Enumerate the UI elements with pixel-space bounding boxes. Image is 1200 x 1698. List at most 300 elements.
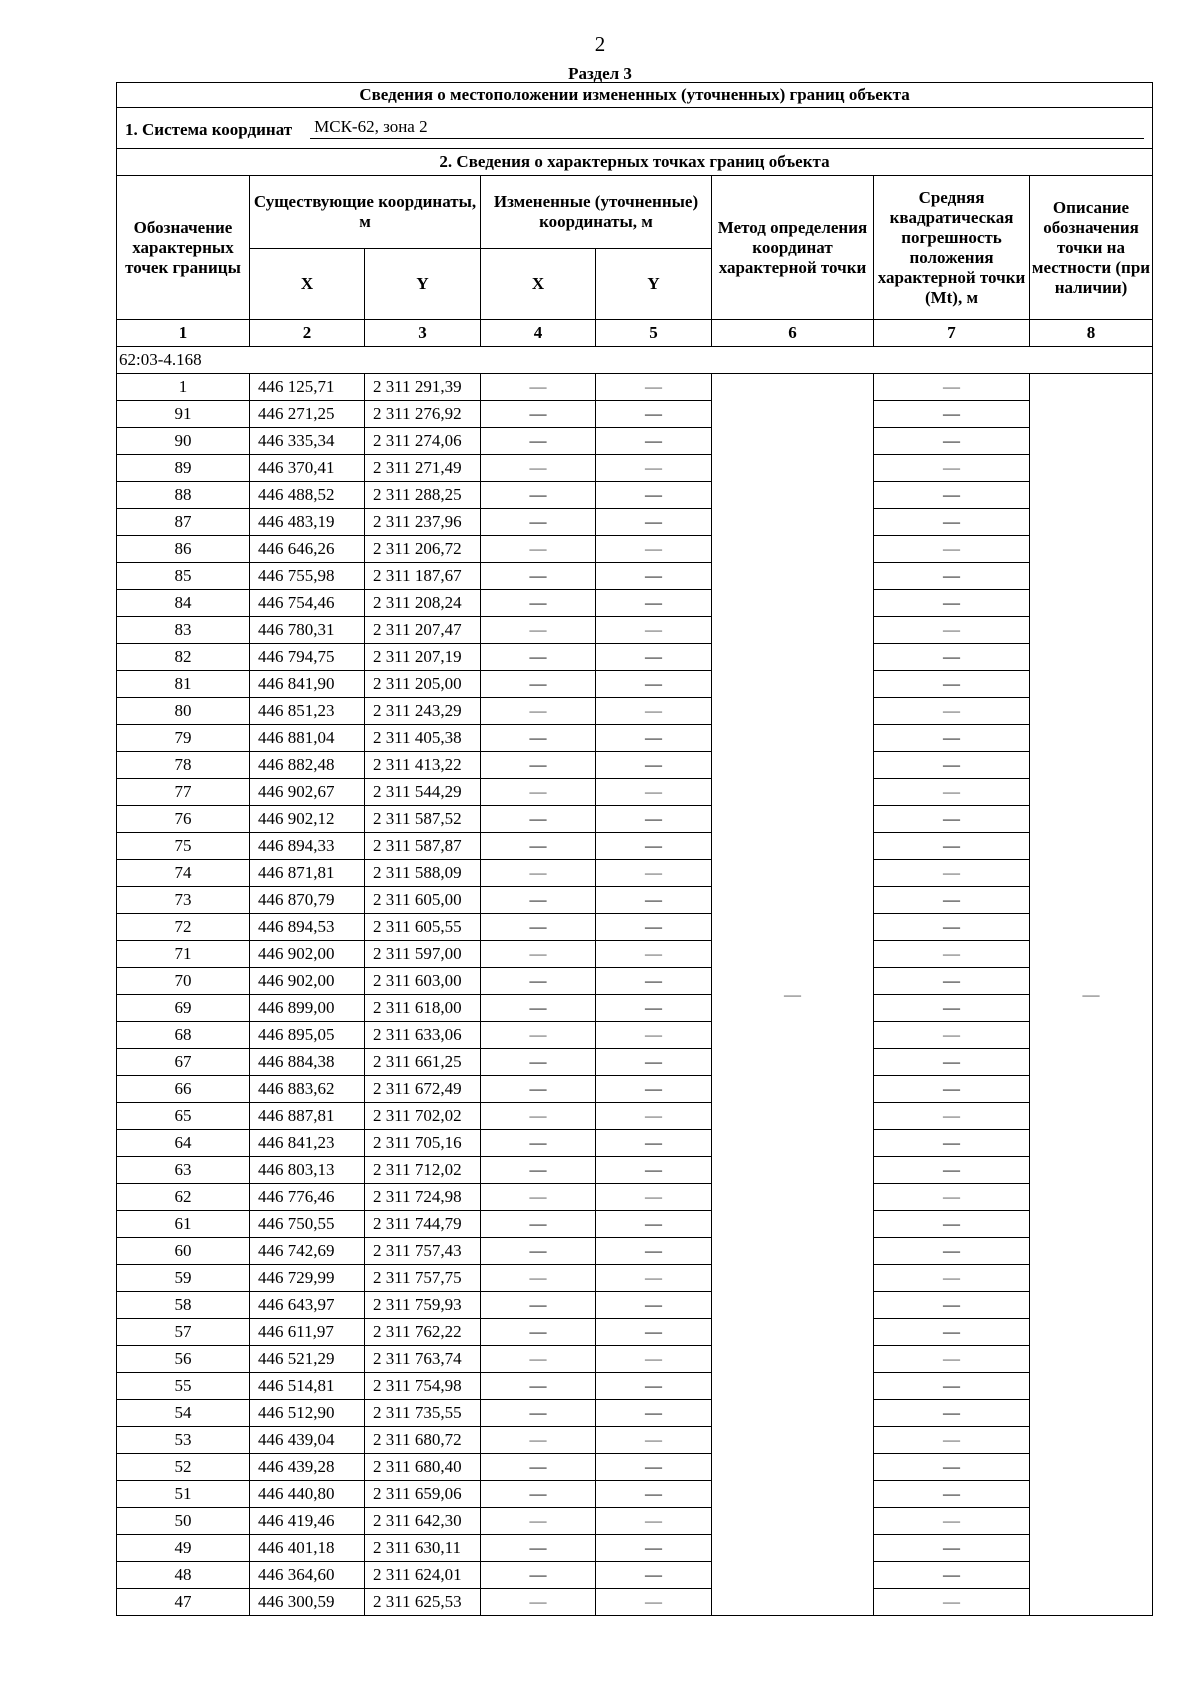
point-number: 82 xyxy=(117,644,250,671)
table-row xyxy=(117,1076,1153,1103)
table-row xyxy=(117,1427,1153,1454)
changed-y-dash: — xyxy=(596,1265,712,1292)
coordinate-system-row xyxy=(117,108,1153,149)
existing-x-value: 446 643,97 xyxy=(250,1292,365,1319)
changed-y-dash: — xyxy=(596,1103,712,1130)
point-number: 88 xyxy=(117,482,250,509)
header-changed-coordinates: Измененные (уточненные) координаты, м xyxy=(481,176,712,249)
changed-x-dash: — xyxy=(481,1427,596,1454)
changed-y-dash: — xyxy=(596,563,712,590)
changed-x-dash: — xyxy=(481,1184,596,1211)
table-row xyxy=(117,941,1153,968)
existing-x-value: 446 871,81 xyxy=(250,860,365,887)
existing-x-value: 446 899,00 xyxy=(250,995,365,1022)
section-title: Раздел 3 xyxy=(568,64,632,83)
table-row xyxy=(117,536,1153,563)
changed-y-dash: — xyxy=(596,1373,712,1400)
existing-y-value: 2 311 763,74 xyxy=(365,1346,481,1373)
point-number: 77 xyxy=(117,779,250,806)
error-dash: — xyxy=(874,428,1030,455)
changed-y-dash: — xyxy=(596,914,712,941)
changed-y-dash: — xyxy=(596,941,712,968)
changed-x-dash: — xyxy=(481,1211,596,1238)
existing-x-value: 446 841,23 xyxy=(250,1130,365,1157)
existing-x-value: 446 882,48 xyxy=(250,752,365,779)
changed-y-dash: — xyxy=(596,698,712,725)
boundary-points-table xyxy=(116,82,1153,1616)
changed-x-dash: — xyxy=(481,752,596,779)
existing-y-value: 2 311 625,53 xyxy=(365,1589,481,1616)
page-number: 2 xyxy=(594,32,606,56)
changed-x-dash: — xyxy=(481,1454,596,1481)
existing-x-value: 446 440,80 xyxy=(250,1481,365,1508)
point-number: 55 xyxy=(117,1373,250,1400)
changed-x-dash: — xyxy=(481,671,596,698)
changed-x-dash: — xyxy=(481,1589,596,1616)
error-dash: — xyxy=(874,887,1030,914)
existing-y-value: 2 311 243,29 xyxy=(365,698,481,725)
table-row xyxy=(117,1562,1153,1589)
table-row xyxy=(117,1211,1153,1238)
point-number: 83 xyxy=(117,617,250,644)
existing-y-value: 2 311 271,49 xyxy=(365,455,481,482)
existing-x-value: 446 364,60 xyxy=(250,1562,365,1589)
points-title: 2. Сведения о характерных точках границ объекта xyxy=(117,149,1153,176)
existing-y-value: 2 311 633,06 xyxy=(365,1022,481,1049)
point-number: 91 xyxy=(117,401,250,428)
table-row xyxy=(117,1346,1153,1373)
changed-x-dash: — xyxy=(481,1049,596,1076)
changed-y-dash: — xyxy=(596,1346,712,1373)
changed-y-dash: — xyxy=(596,1400,712,1427)
existing-y-value: 2 311 206,72 xyxy=(365,536,481,563)
existing-x-value: 446 419,46 xyxy=(250,1508,365,1535)
error-dash: — xyxy=(874,1049,1030,1076)
existing-x-value: 446 902,67 xyxy=(250,779,365,806)
error-dash: — xyxy=(874,752,1030,779)
existing-y-value: 2 311 661,25 xyxy=(365,1049,481,1076)
table-row xyxy=(117,860,1153,887)
changed-y-dash: — xyxy=(596,725,712,752)
changed-y-dash: — xyxy=(596,1535,712,1562)
point-number: 57 xyxy=(117,1319,250,1346)
error-dash: — xyxy=(874,914,1030,941)
existing-x-value: 446 841,90 xyxy=(250,671,365,698)
existing-y-value: 2 311 207,47 xyxy=(365,617,481,644)
existing-x-value: 446 125,71 xyxy=(250,374,365,401)
existing-x-value: 446 335,34 xyxy=(250,428,365,455)
point-number: 86 xyxy=(117,536,250,563)
changed-y-dash: — xyxy=(596,590,712,617)
point-number: 65 xyxy=(117,1103,250,1130)
changed-x-dash: — xyxy=(481,914,596,941)
point-number: 61 xyxy=(117,1211,250,1238)
changed-x-dash: — xyxy=(481,455,596,482)
error-dash: — xyxy=(874,1454,1030,1481)
changed-x-dash: — xyxy=(481,401,596,428)
point-number: 71 xyxy=(117,941,250,968)
changed-y-dash: — xyxy=(596,1238,712,1265)
changed-x-dash: — xyxy=(481,1508,596,1535)
changed-x-dash: — xyxy=(481,1130,596,1157)
existing-y-value: 2 311 405,38 xyxy=(365,725,481,752)
header-changed-x: X xyxy=(481,249,596,320)
existing-y-value: 2 311 642,30 xyxy=(365,1508,481,1535)
point-number: 73 xyxy=(117,887,250,914)
changed-x-dash: — xyxy=(481,1373,596,1400)
error-dash: — xyxy=(874,1265,1030,1292)
changed-x-dash: — xyxy=(481,1157,596,1184)
changed-x-dash: — xyxy=(481,968,596,995)
changed-y-dash: — xyxy=(596,1454,712,1481)
existing-x-value: 446 794,75 xyxy=(250,644,365,671)
changed-x-dash: — xyxy=(481,1562,596,1589)
coordinate-system-label: 1. Система координат xyxy=(125,119,293,139)
error-dash: — xyxy=(874,1211,1030,1238)
existing-y-value: 2 311 587,87 xyxy=(365,833,481,860)
changed-x-dash: — xyxy=(481,806,596,833)
existing-y-value: 2 311 724,98 xyxy=(365,1184,481,1211)
existing-x-value: 446 512,90 xyxy=(250,1400,365,1427)
existing-x-value: 446 894,33 xyxy=(250,833,365,860)
description-dash: — xyxy=(1030,374,1153,1616)
changed-y-dash: — xyxy=(596,806,712,833)
existing-y-value: 2 311 205,00 xyxy=(365,671,481,698)
existing-y-value: 2 311 605,00 xyxy=(365,887,481,914)
point-number: 62 xyxy=(117,1184,250,1211)
changed-x-dash: — xyxy=(481,617,596,644)
existing-x-value: 446 370,41 xyxy=(250,455,365,482)
changed-y-dash: — xyxy=(596,1481,712,1508)
table-row xyxy=(117,968,1153,995)
existing-x-value: 446 401,18 xyxy=(250,1535,365,1562)
table-row xyxy=(117,482,1153,509)
coordinate-system-value: МСК-62, зона 2 xyxy=(310,118,1144,139)
existing-x-value: 446 902,12 xyxy=(250,806,365,833)
changed-x-dash: — xyxy=(481,698,596,725)
table-row xyxy=(117,563,1153,590)
existing-x-value: 446 755,98 xyxy=(250,563,365,590)
existing-x-value: 446 883,62 xyxy=(250,1076,365,1103)
point-number: 66 xyxy=(117,1076,250,1103)
changed-y-dash: — xyxy=(596,617,712,644)
existing-y-value: 2 311 603,00 xyxy=(365,968,481,995)
point-number: 75 xyxy=(117,833,250,860)
existing-x-value: 446 895,05 xyxy=(250,1022,365,1049)
error-dash: — xyxy=(874,644,1030,671)
table-row xyxy=(117,428,1153,455)
header-method: Метод определения координат характерной точки xyxy=(712,176,874,320)
point-number: 58 xyxy=(117,1292,250,1319)
existing-y-value: 2 311 237,96 xyxy=(365,509,481,536)
point-number: 69 xyxy=(117,995,250,1022)
error-dash: — xyxy=(874,482,1030,509)
existing-y-value: 2 311 712,02 xyxy=(365,1157,481,1184)
changed-x-dash: — xyxy=(481,1022,596,1049)
table-row xyxy=(117,1400,1153,1427)
point-number: 54 xyxy=(117,1400,250,1427)
existing-y-value: 2 311 413,22 xyxy=(365,752,481,779)
changed-x-dash: — xyxy=(481,1103,596,1130)
existing-x-value: 446 750,55 xyxy=(250,1211,365,1238)
table-row xyxy=(117,887,1153,914)
point-number: 60 xyxy=(117,1238,250,1265)
points-body xyxy=(117,374,1153,1616)
error-dash: — xyxy=(874,1157,1030,1184)
existing-y-value: 2 311 588,09 xyxy=(365,860,481,887)
column-number: 2 xyxy=(250,320,365,347)
column-number: 7 xyxy=(874,320,1030,347)
existing-x-value: 446 902,00 xyxy=(250,941,365,968)
existing-x-value: 446 300,59 xyxy=(250,1589,365,1616)
table-row xyxy=(117,644,1153,671)
table-row xyxy=(117,1130,1153,1157)
point-number: 78 xyxy=(117,752,250,779)
point-number: 79 xyxy=(117,725,250,752)
error-dash: — xyxy=(874,860,1030,887)
point-number: 63 xyxy=(117,1157,250,1184)
changed-y-dash: — xyxy=(596,1319,712,1346)
existing-y-value: 2 311 276,92 xyxy=(365,401,481,428)
table-row xyxy=(117,833,1153,860)
table-row xyxy=(117,698,1153,725)
point-number: 67 xyxy=(117,1049,250,1076)
error-dash: — xyxy=(874,1184,1030,1211)
existing-y-value: 2 311 754,98 xyxy=(365,1373,481,1400)
changed-x-dash: — xyxy=(481,995,596,1022)
point-number: 81 xyxy=(117,671,250,698)
changed-x-dash: — xyxy=(481,860,596,887)
changed-y-dash: — xyxy=(596,482,712,509)
changed-x-dash: — xyxy=(481,644,596,671)
changed-x-dash: — xyxy=(481,833,596,860)
changed-y-dash: — xyxy=(596,644,712,671)
point-number: 74 xyxy=(117,860,250,887)
changed-x-dash: — xyxy=(481,941,596,968)
changed-x-dash: — xyxy=(481,482,596,509)
table-row xyxy=(117,1022,1153,1049)
table-row xyxy=(117,1238,1153,1265)
existing-y-value: 2 311 630,11 xyxy=(365,1535,481,1562)
point-number: 1 xyxy=(117,374,250,401)
table-row xyxy=(117,1589,1153,1616)
existing-x-value: 446 803,13 xyxy=(250,1157,365,1184)
error-dash: — xyxy=(874,806,1030,833)
changed-x-dash: — xyxy=(481,1400,596,1427)
method-dash: — xyxy=(712,374,874,1616)
point-number: 49 xyxy=(117,1535,250,1562)
header-point-designation: Обозначение характерных точек границы xyxy=(117,176,250,320)
point-number: 56 xyxy=(117,1346,250,1373)
point-number: 76 xyxy=(117,806,250,833)
error-dash: — xyxy=(874,1589,1030,1616)
existing-y-value: 2 311 757,75 xyxy=(365,1265,481,1292)
changed-y-dash: — xyxy=(596,1184,712,1211)
point-number: 87 xyxy=(117,509,250,536)
column-number: 3 xyxy=(365,320,481,347)
table-row xyxy=(117,914,1153,941)
table-row xyxy=(117,374,1153,401)
existing-y-value: 2 311 705,16 xyxy=(365,1130,481,1157)
changed-x-dash: — xyxy=(481,779,596,806)
error-dash: — xyxy=(874,1076,1030,1103)
error-dash: — xyxy=(874,1103,1030,1130)
existing-y-value: 2 311 605,55 xyxy=(365,914,481,941)
existing-y-value: 2 311 187,67 xyxy=(365,563,481,590)
table-title: Сведения о местоположении измененных (уточненных) границ объекта xyxy=(117,83,1153,108)
table-row xyxy=(117,1049,1153,1076)
table-row xyxy=(117,1535,1153,1562)
existing-y-value: 2 311 680,40 xyxy=(365,1454,481,1481)
error-dash: — xyxy=(874,941,1030,968)
table-row xyxy=(117,752,1153,779)
error-dash: — xyxy=(874,536,1030,563)
error-dash: — xyxy=(874,401,1030,428)
point-number: 84 xyxy=(117,590,250,617)
changed-y-dash: — xyxy=(596,401,712,428)
point-number: 50 xyxy=(117,1508,250,1535)
header-error: Средняя квадратическая погрешность положения характерной точки (Mt), м xyxy=(874,176,1030,320)
changed-y-dash: — xyxy=(596,1562,712,1589)
error-dash: — xyxy=(874,590,1030,617)
existing-y-value: 2 311 744,79 xyxy=(365,1211,481,1238)
existing-y-value: 2 311 659,06 xyxy=(365,1481,481,1508)
changed-y-dash: — xyxy=(596,833,712,860)
existing-x-value: 446 729,99 xyxy=(250,1265,365,1292)
error-dash: — xyxy=(874,1508,1030,1535)
column-number: 8 xyxy=(1030,320,1153,347)
changed-y-dash: — xyxy=(596,860,712,887)
table-row xyxy=(117,1481,1153,1508)
changed-y-dash: — xyxy=(596,1292,712,1319)
point-number: 48 xyxy=(117,1562,250,1589)
changed-y-dash: — xyxy=(596,1508,712,1535)
point-number: 52 xyxy=(117,1454,250,1481)
changed-y-dash: — xyxy=(596,968,712,995)
existing-x-value: 446 894,53 xyxy=(250,914,365,941)
changed-y-dash: — xyxy=(596,1211,712,1238)
point-number: 51 xyxy=(117,1481,250,1508)
point-number: 80 xyxy=(117,698,250,725)
point-number: 70 xyxy=(117,968,250,995)
existing-x-value: 446 754,46 xyxy=(250,590,365,617)
table-row xyxy=(117,725,1153,752)
existing-x-value: 446 521,29 xyxy=(250,1346,365,1373)
changed-x-dash: — xyxy=(481,374,596,401)
existing-y-value: 2 311 759,93 xyxy=(365,1292,481,1319)
header-existing-x: X xyxy=(250,249,365,320)
existing-y-value: 2 311 288,25 xyxy=(365,482,481,509)
point-number: 53 xyxy=(117,1427,250,1454)
changed-y-dash: — xyxy=(596,536,712,563)
existing-x-value: 446 742,69 xyxy=(250,1238,365,1265)
error-dash: — xyxy=(874,1130,1030,1157)
point-number: 72 xyxy=(117,914,250,941)
table-row xyxy=(117,1184,1153,1211)
changed-x-dash: — xyxy=(481,509,596,536)
table-row xyxy=(117,1454,1153,1481)
changed-y-dash: — xyxy=(596,455,712,482)
changed-y-dash: — xyxy=(596,1076,712,1103)
existing-x-value: 446 884,38 xyxy=(250,1049,365,1076)
error-dash: — xyxy=(874,1562,1030,1589)
existing-y-value: 2 311 702,02 xyxy=(365,1103,481,1130)
existing-y-value: 2 311 544,29 xyxy=(365,779,481,806)
table-row xyxy=(117,509,1153,536)
error-dash: — xyxy=(874,374,1030,401)
existing-y-value: 2 311 291,39 xyxy=(365,374,481,401)
column-number: 4 xyxy=(481,320,596,347)
header-existing-coordinates: Существующие координаты, м xyxy=(250,176,481,249)
table-row xyxy=(117,1265,1153,1292)
error-dash: — xyxy=(874,1427,1030,1454)
table-row xyxy=(117,617,1153,644)
error-dash: — xyxy=(874,617,1030,644)
error-dash: — xyxy=(874,1373,1030,1400)
changed-y-dash: — xyxy=(596,995,712,1022)
changed-x-dash: — xyxy=(481,1238,596,1265)
changed-y-dash: — xyxy=(596,428,712,455)
changed-x-dash: — xyxy=(481,428,596,455)
existing-x-value: 446 887,81 xyxy=(250,1103,365,1130)
error-dash: — xyxy=(874,509,1030,536)
existing-x-value: 446 851,23 xyxy=(250,698,365,725)
error-dash: — xyxy=(874,1400,1030,1427)
existing-y-value: 2 311 680,72 xyxy=(365,1427,481,1454)
error-dash: — xyxy=(874,1292,1030,1319)
existing-x-value: 446 488,52 xyxy=(250,482,365,509)
changed-y-dash: — xyxy=(596,1157,712,1184)
error-dash: — xyxy=(874,671,1030,698)
column-number: 5 xyxy=(596,320,712,347)
error-dash: — xyxy=(874,995,1030,1022)
error-dash: — xyxy=(874,1022,1030,1049)
parcel-id: 62:03-4.168 xyxy=(117,347,1153,374)
existing-y-value: 2 311 762,22 xyxy=(365,1319,481,1346)
error-dash: — xyxy=(874,1481,1030,1508)
error-dash: — xyxy=(874,725,1030,752)
changed-y-dash: — xyxy=(596,1589,712,1616)
existing-x-value: 446 611,97 xyxy=(250,1319,365,1346)
changed-y-dash: — xyxy=(596,1022,712,1049)
changed-x-dash: — xyxy=(481,1319,596,1346)
existing-x-value: 446 870,79 xyxy=(250,887,365,914)
existing-y-value: 2 311 624,01 xyxy=(365,1562,481,1589)
table-row xyxy=(117,1157,1153,1184)
existing-y-value: 2 311 597,00 xyxy=(365,941,481,968)
existing-x-value: 446 646,26 xyxy=(250,536,365,563)
changed-y-dash: — xyxy=(596,671,712,698)
existing-x-value: 446 776,46 xyxy=(250,1184,365,1211)
table-row xyxy=(117,1508,1153,1535)
existing-y-value: 2 311 672,49 xyxy=(365,1076,481,1103)
changed-x-dash: — xyxy=(481,1076,596,1103)
existing-y-value: 2 311 618,00 xyxy=(365,995,481,1022)
table-row xyxy=(117,401,1153,428)
point-number: 64 xyxy=(117,1130,250,1157)
point-number: 59 xyxy=(117,1265,250,1292)
error-dash: — xyxy=(874,1319,1030,1346)
changed-y-dash: — xyxy=(596,1130,712,1157)
table-row xyxy=(117,1373,1153,1400)
existing-y-value: 2 311 587,52 xyxy=(365,806,481,833)
column-number: 1 xyxy=(117,320,250,347)
existing-y-value: 2 311 757,43 xyxy=(365,1238,481,1265)
changed-y-dash: — xyxy=(596,752,712,779)
existing-x-value: 446 514,81 xyxy=(250,1373,365,1400)
header-existing-y: Y xyxy=(365,249,481,320)
existing-x-value: 446 881,04 xyxy=(250,725,365,752)
